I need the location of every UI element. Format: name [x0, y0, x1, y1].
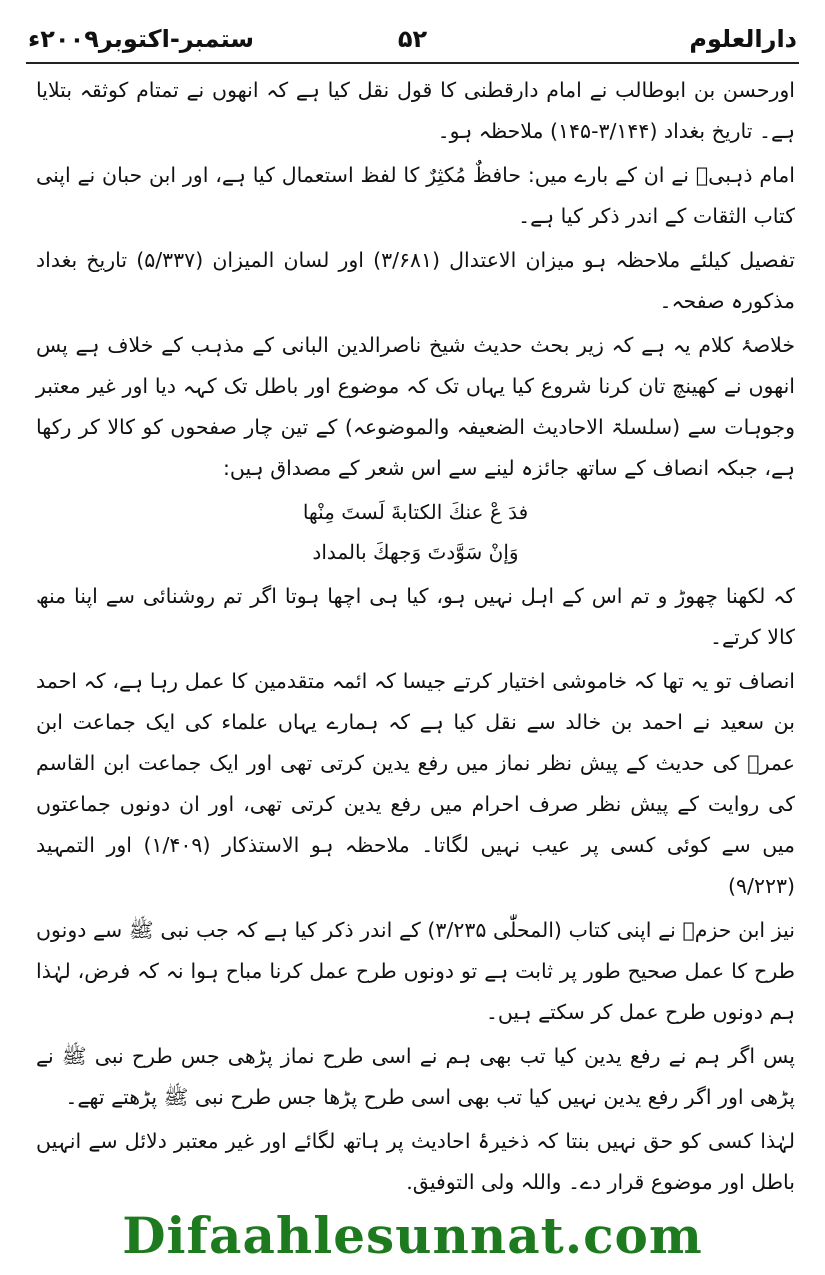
arabic-verse: [36, 492, 795, 572]
paragraph-1: اورحسن بن ابوطالب نے امام دارقطنی کا قول نقل کیا ہے کہ انھوں نے تمتام کوثقہ بتلایا ہے۔ تاریخ بغداد (۳/۱۴۴-۱۴۵) ملاحظہ ہو۔: [36, 78, 795, 143]
paragraph-9: [36, 1121, 795, 1203]
paragraph-6: انصاف تو یہ تھا کہ خاموشی اختیار کرتے جیسا کہ ائمہ متقدمین کا عمل رہا ہے، کہ احمد بن سعید نے احمد بن خالد سے نقل کیا ہے کہ ہمارے یہاں علماء کی ایک جماعت ابن عمرؓ کی حدیث کے پیش نظر نماز میں رفع یدین کرتی تھی اور ایک جماعت ابن القاسم کی روایت کے پیش نظر صرف احرام میں رفع یدین کرتی تھی، اور ان دونوں جماعتوں میں سے کوئی کسی پر عیب نہیں لگاتا۔ ملاحظہ ہو الاستذکار (۱/۴۰۹) اور التمہید (۹/۲۲۳): [36, 669, 795, 898]
issue-date: ستمبر-اکتوبر۲۰۰۹ء: [28, 25, 255, 53]
journal-title: دارالعلوم: [689, 25, 797, 53]
paragraph-4: خلاصۂ کلام یہ ہے کہ زیر بحث حدیث شیخ ناصرالدین البانی کے مذہب کے خلاف ہے پس انھوں نے کھینچ تان کرنا شروع کیا یہاں تک کہ موضوع اور باطل تک کہہ دیا اور غیر معتبر وجوہات سے (سلسلۃ الاحادیث الضعیفہ والموضوعہ) کے تین چار صفحوں کو کالا کر رکھا ہے، جبکہ انصاف کے ساتھ جائزہ لینے سے اس شعر کے مصداق ہیں:: [36, 333, 795, 480]
verse-line-2: وَإنْ سَوَّدتَ وَجهكَ بالمداد: [312, 540, 519, 564]
website-watermark: Difaahlesunnat.com: [122, 1206, 703, 1265]
paragraph-2: امام ذہبیؒ نے ان کے بارے میں: حافظٌ مُکثِرٌ کا لفظ استعمال کیا ہے، اور ابن حبان نے اپنی کتاب الثقات کے اندر ذکر کیا ہے۔: [36, 163, 795, 228]
header-rule: [26, 62, 799, 64]
page-number: ۵۲: [397, 25, 428, 53]
paragraph-7: نیز ابن حزمؒ نے اپنی کتاب (المحلّٰی ۳/۲۳۵) کے اندر ذکر کیا ہے کہ جب نبی ﷺ سے دونوں طرح کا عمل صحیح طور پر ثابت ہے تو دونوں طرح عمل کرنا مباح ہوا نہ کہ فرض، لہٰذا ہم دونوں طرح عمل کر سکتے ہیں۔: [36, 918, 795, 1024]
paragraph-5: کہ لکھنا چھوڑ و تم اس کے اہل نہیں ہو، کیا ہی اچھا ہوتا اگر تم روشنائی سے اپنا منھ کالا کرتے۔: [36, 584, 795, 649]
paragraph-3: تفصیل کیلئے ملاحظہ ہو میزان الاعتدال (۳/۶۸۱) اور لسان المیزان (۵/۳۳۷) تاریخ بغداد مذکورہ صفحہ۔: [36, 248, 795, 313]
paragraph-9-text: لہٰذا کسی کو حق نہیں بنتا کہ ذخیرۂ احادیث پر ہاتھ لگائے اور غیر معتبر دلائل سے انہیں باطل اور موضوع قرار دے۔: [36, 1129, 795, 1194]
article-body: [36, 70, 795, 1206]
verse-line-1: فدَ عْ عنكَ الكتابةَ لَستَ مِنْها: [302, 500, 529, 524]
paragraph-8: پس اگر ہم نے رفع یدین کیا تب بھی ہم نے اسی طرح نماز پڑھی جس طرح نبی ﷺ نے پڑھی اور اگر رفع یدین نہیں کیا تب بھی اسی طرح پڑھا جس طرح نبی ﷺ پڑھتے تھے۔: [36, 1044, 795, 1109]
page-header: [28, 18, 797, 60]
closing-phrase: واللہ ولی التوفیق.: [406, 1170, 562, 1194]
